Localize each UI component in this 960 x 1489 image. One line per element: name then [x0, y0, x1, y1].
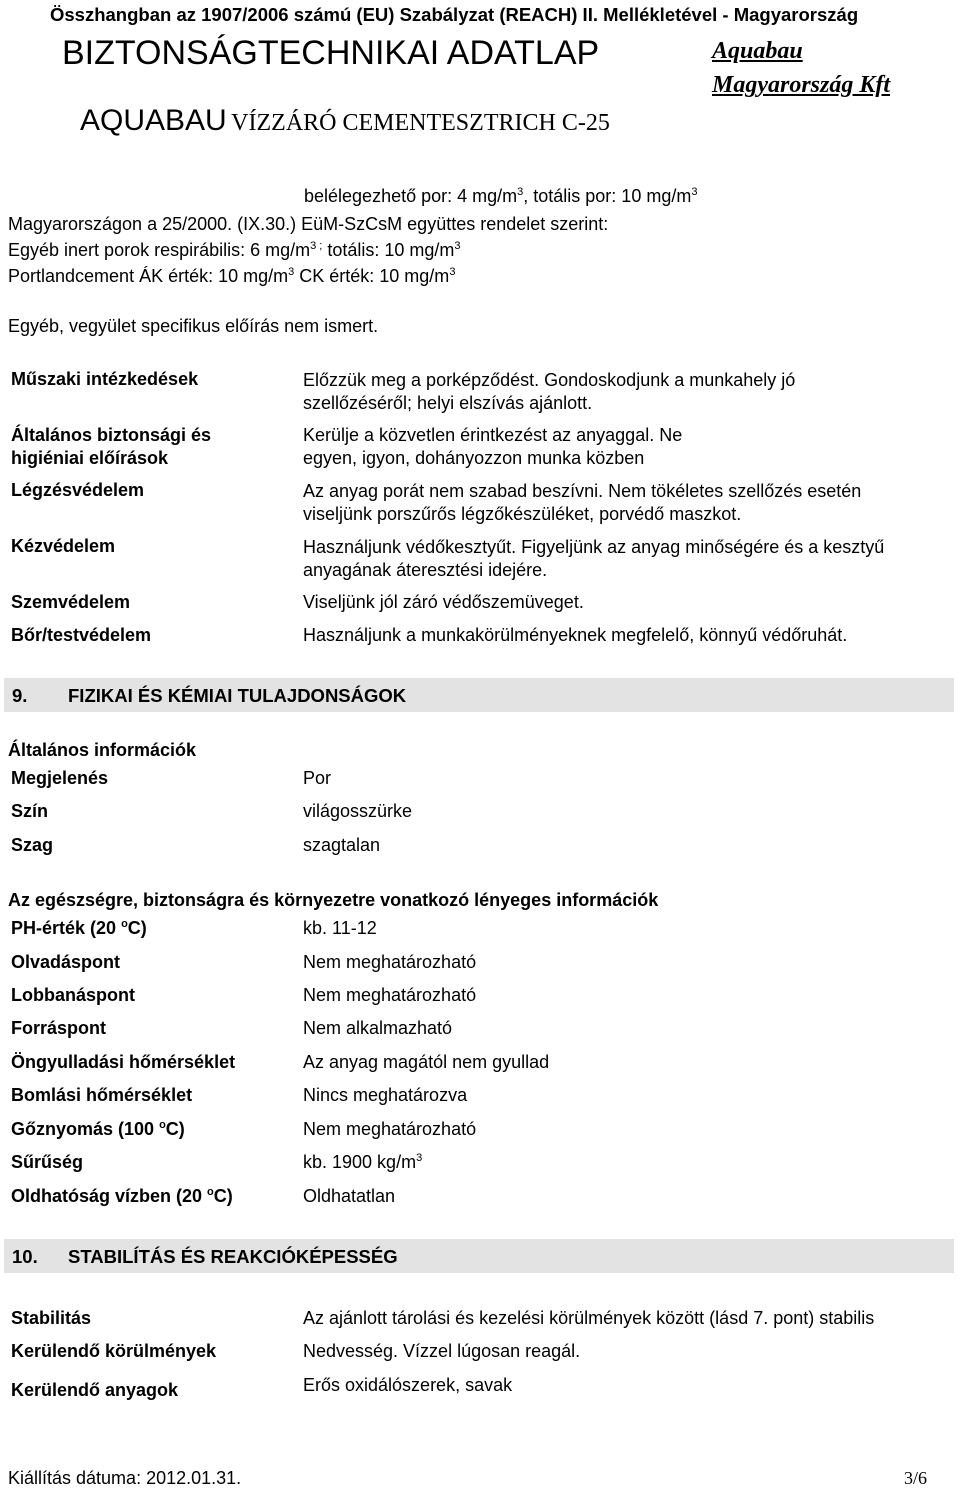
prop-value-density: kb. 1900 $kg/m^3$	[303, 1152, 423, 1172]
prop-label-boiling-point: Forráspont	[11, 1018, 107, 1038]
section-9-title: FIZIKAI ÉS KÉMIAI TULAJDONSÁGOK	[68, 685, 407, 706]
exposure-other-note: Egyéb, vegyület specifikus előírás nem ismert.	[8, 316, 379, 336]
control-label-respiratory: Légzésvédelem	[11, 480, 145, 500]
product-title	[80, 104, 610, 138]
prop-value-appearance: Por	[303, 768, 332, 788]
prop-label-vapour-pressure: Gőznyomás (100 $^o$C)	[11, 1119, 185, 1139]
control-text-eye: Viseljünk jól záró védőszemüveget.	[303, 592, 584, 612]
prop-label-melting-point: Olvadáspont	[11, 952, 121, 972]
section-9-number: 9.	[12, 685, 28, 706]
control-label-hand: Kézvédelem	[11, 536, 116, 556]
control-label-skin: Bőr/testvédelem	[11, 625, 152, 645]
company-name-line2: Magyarország Kft	[712, 72, 891, 98]
prop-label-colour: Szín	[11, 801, 49, 821]
control-text-skin: Használjunk a munkakörülményeknek megfelelő, könnyű védőruhát.	[303, 625, 848, 645]
prop-label-autoignition: Öngyulladási hőmérséklet	[11, 1052, 236, 1072]
exposure-line-regulation: Magyarországon a 25/2000. (IX.30.) EüM-SzCsM együttes rendelet szerint:	[8, 214, 609, 234]
materials-to-avoid-label: Kerülendő anyagok	[11, 1380, 179, 1400]
section-10-header	[4, 1239, 954, 1273]
regulation-line: Összhangban az 1907/2006 számú (EU) Szabályzat (REACH) II. Mellékletével - Magyarország	[50, 4, 859, 25]
section-10-title: STABILÍTÁS ÉS REAKCIÓKÉPESSÉG	[68, 1246, 398, 1267]
product-brand: AQUABAU	[80, 104, 227, 137]
important-info-heading: Az egészségre, biztonságra és környezetre vonatkozó lényeges információk	[8, 890, 659, 910]
prop-value-decomposition: Nincs meghatározva	[303, 1085, 468, 1105]
prop-value-flash-point: Nem meghatározható	[303, 985, 477, 1005]
conditions-to-avoid-value: Nedvesség. Vízzel lúgosan reagál.	[303, 1341, 581, 1361]
exposure-line-portland-cement: Portlandcement ÁK érték: 10 $mg/m^3$ CK érték: 10 $mg/m^3$	[8, 266, 456, 286]
product-name: VÍZZÁRÓ CEMENTESZTRICH C-25	[231, 110, 610, 136]
prop-value-boiling-point: Nem alkalmazható	[303, 1018, 453, 1038]
section-9-header	[4, 678, 954, 712]
control-text-respiratory: Az anyag porát nem szabad beszívni. Nem tökéletes szellőzés esetén viseljünk porszűrős légzőkészüléket, porvédő maszkot.	[303, 481, 862, 524]
prop-value-odour: szagtalan	[303, 835, 381, 855]
conditions-to-avoid-label: Kerülendő körülmények	[11, 1341, 217, 1361]
section-10-number: 10.	[12, 1246, 38, 1267]
prop-value-ph: kb. 11-12	[303, 918, 377, 938]
control-text-technical: Előzzük meg a porképződést. Gondoskodjunk a munkahely jó szellőzéséről; helyi elszívás ajánlott.	[303, 370, 796, 413]
prop-label-ph: PH-érték (20 $^o$C)	[11, 918, 147, 938]
document-title: BIZTONSÁGTECHNIKAI ADATLAP	[62, 34, 600, 72]
prop-value-colour: világosszürke	[303, 801, 413, 821]
control-text-hand: Használjunk védőkesztyűt. Figyeljünk az anyag minőségére és a kesztyű anyagának áteresztési idejére.	[303, 537, 885, 580]
prop-value-solubility: Oldhatatlan	[303, 1186, 396, 1206]
general-info-heading: Általános információk	[8, 740, 197, 760]
materials-to-avoid-value: Erős oxidálószerek, savak	[303, 1375, 513, 1395]
exposure-line-inhalable: belélegezhető por: 4 $mg/m^3$, totális por: 10 $mg/m^3$	[304, 186, 698, 206]
prop-value-vapour-pressure: Nem meghatározható	[303, 1119, 477, 1139]
stability-label: Stabilitás	[11, 1308, 92, 1328]
prop-label-flash-point: Lobbanáspont	[11, 985, 135, 1005]
control-label-technical: Műszaki intézkedések	[11, 369, 199, 389]
prop-value-melting-point: Nem meghatározható	[303, 952, 477, 972]
company-name-line1: Aquabau	[712, 38, 803, 64]
prop-label-solubility: Oldhatóság vízben (20 $^o$C)	[11, 1186, 233, 1206]
prop-label-density: Sűrűség	[11, 1152, 84, 1172]
control-text-hygiene: Kerülje a közvetlen érintkezést az anyaggal. Ne egyen, igyon, dohányozzon munka közben	[303, 425, 683, 468]
prop-value-autoignition: Az anyag magától nem gyullad	[303, 1052, 550, 1072]
page-number: 3/6	[904, 1468, 928, 1488]
control-label-hygiene: Általános biztonsági és higiéniai előírások	[11, 425, 212, 468]
prop-label-appearance: Megjelenés	[11, 768, 109, 788]
issue-date: Kiállítás dátuma: 2012.01.31.	[8, 1468, 242, 1488]
control-label-eye: Szemvédelem	[11, 592, 131, 612]
stability-value: Az ajánlott tárolási és kezelési körülmények között (lásd 7. pont) stabilis	[303, 1308, 875, 1328]
exposure-line-inert-dust: Egyéb inert porok respirábilis: 6 $mg/m^{3 ;}$ totális: 10 $mg/m^3$	[8, 240, 461, 260]
prop-label-odour: Szag	[11, 835, 54, 855]
prop-label-decomposition: Bomlási hőmérséklet	[11, 1085, 193, 1105]
